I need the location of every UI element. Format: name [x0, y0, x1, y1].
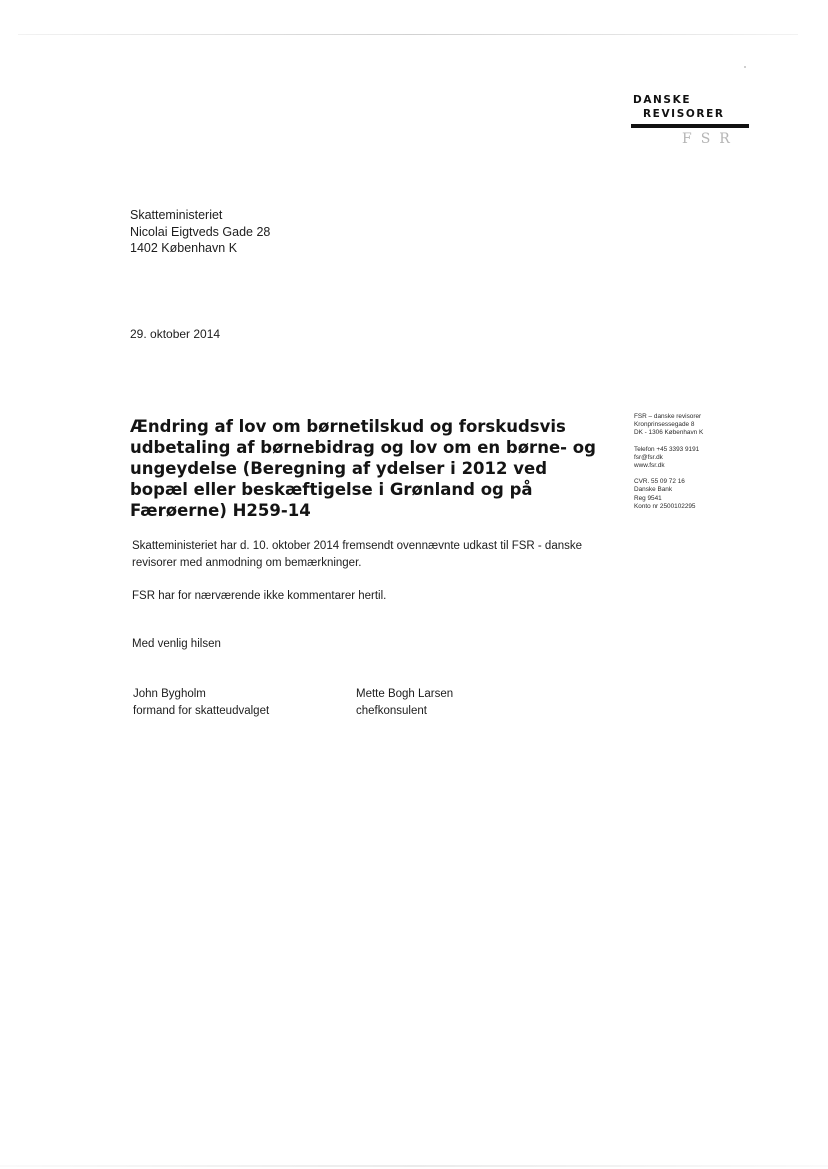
logo-mark: FSR: [682, 131, 739, 147]
recipient-address: [130, 207, 270, 257]
logo-line-2: REVISORER: [643, 108, 725, 120]
logo-line-1: DANSKE: [633, 94, 692, 106]
closing-greeting: Med venlig hilsen: [132, 638, 221, 650]
recipient-city: 1402 København K: [130, 241, 238, 255]
sender-phone: Telefon +45 3393 9191: [634, 445, 700, 453]
subject-heading: Ændring af lov om børnetilskud og forskudsvis udbetaling af børnebidrag og lov om en børne- og ungeydelse (Beregning af ydelser i 2012 ved bopæl eller beskæftigelse i Grønland og på Færøerne) H259-14: [130, 417, 596, 520]
body-paragraph-2: FSR har for nærværende ikke kommentarer hertil.: [132, 590, 387, 602]
sender-cvr: CVR. 55 09 72 16: [634, 478, 685, 486]
signature-block-1: [133, 686, 269, 720]
signer-name: John Bygholm: [133, 688, 206, 700]
signature-block-2: [356, 686, 453, 720]
sender-contact: [634, 446, 703, 471]
sender-email: fsr@fsr.dk: [634, 453, 663, 461]
sender-account: Konto nr 2500102295: [634, 502, 696, 510]
sender-org: FSR – danske revisorer: [634, 413, 702, 420]
scan-edge-bottom: [0, 1165, 828, 1167]
sender-bank: [634, 478, 703, 511]
recipient-street: Nicolai Eigtveds Gade 28: [130, 224, 271, 239]
fsr-logo: [630, 94, 750, 154]
signer-title: chefkonsulent: [356, 705, 427, 717]
letter-date: 29. oktober 2014: [130, 327, 221, 341]
sender-address: [634, 413, 703, 438]
sender-bank-name: Danske Bank: [634, 486, 673, 494]
signer-name: Mette Bogh Larsen: [356, 688, 454, 700]
body-paragraph-1: Skatteministeriet har d. 10. oktober 2014 fremsendt ovennævnte udkast til FSR - danske revisorer med anmodning om bemærkninger.: [132, 540, 583, 569]
recipient-name: Skatteministeriet: [130, 208, 223, 222]
scan-speck: [744, 66, 746, 68]
sender-reg: Reg 9541: [634, 494, 662, 502]
logo-bar: [631, 124, 749, 128]
sender-details: [634, 413, 703, 519]
signer-title: formand for skatteudvalget: [133, 705, 270, 717]
sender-street: Kronprinsessegade 8: [634, 421, 695, 429]
scan-edge-top: [18, 34, 798, 35]
sender-city: DK - 1306 København K: [634, 429, 704, 437]
sender-web: www.fsr.dk: [634, 462, 665, 470]
